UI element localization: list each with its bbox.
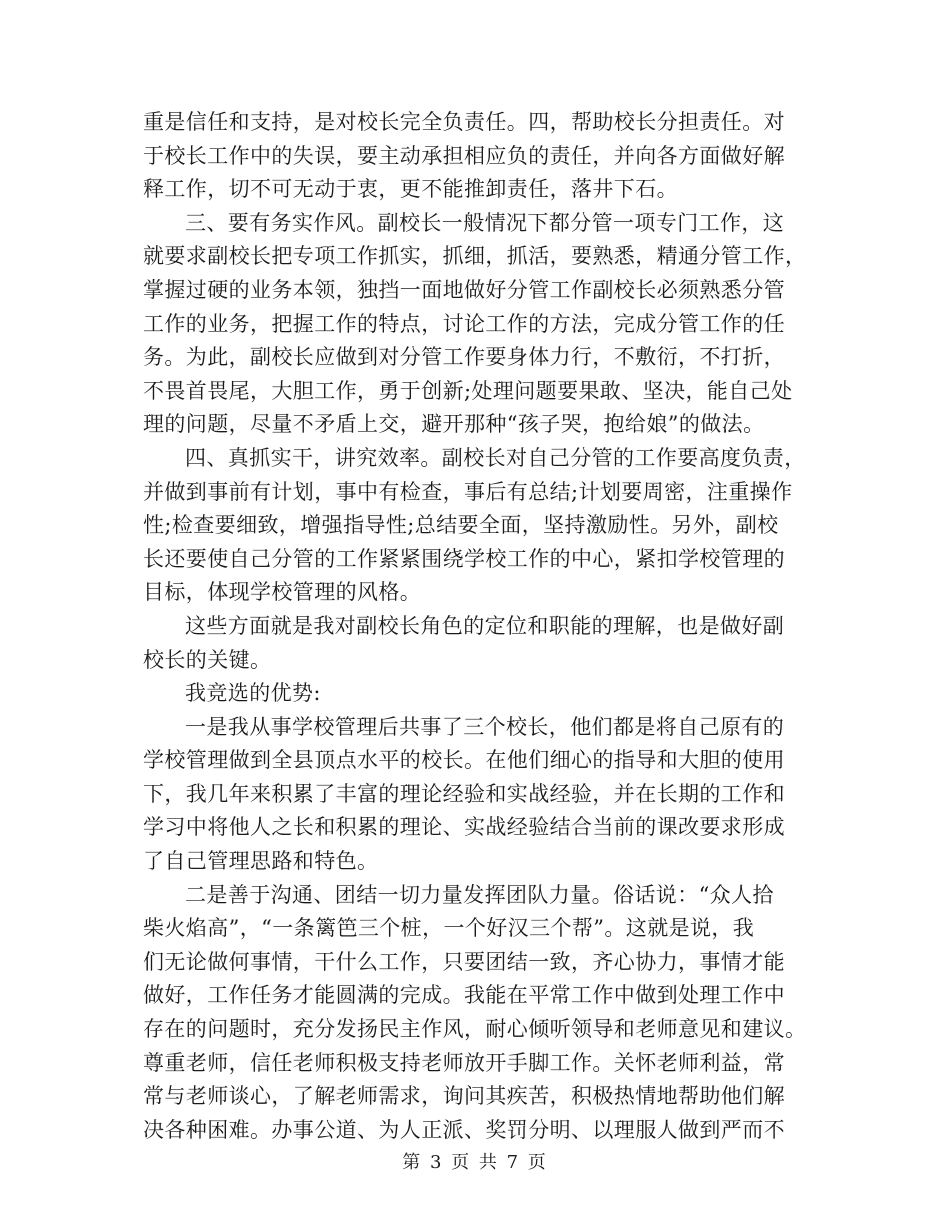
paragraph	[143, 442, 811, 610]
text-line: 重是信任和支持，是对校长完全负责任。四，帮助校长分担责任。对	[143, 110, 785, 134]
text-line: 目标，体现学校管理的风格。	[143, 580, 422, 605]
text-line: 学校管理做到全县顶点水平的校长。在他们细心的指导和大胆的使用	[143, 748, 785, 773]
text-line: 做好，工作任务才能圆满的完成。我能在平常工作中做到处理工作中	[143, 983, 785, 1008]
text-line: 就要求副校长把专项工作抓实，抓细，抓活，要熟悉，精通分管工作，	[143, 244, 807, 269]
text-line: 尊重老师，信任老师积极支持老师放开手脚工作。关怀老师利益，常	[143, 1050, 785, 1075]
text-line: 并做到事前有计划，事中有检查，事后有总结;计划要周密，注重操作	[143, 479, 793, 504]
text-line: 四、真抓实干，讲究效率。副校长对自己分管的工作要高度负责，	[185, 445, 806, 470]
text-line: 存在的问题时，充分发扬民主作风，耐心倾听领导和老师意见和建议。	[143, 1017, 807, 1042]
body-text	[143, 106, 811, 1147]
text-line: 性;检查要细致，增强指导性;总结要全面，坚持激励性。另外，副校	[143, 513, 779, 538]
text-line: 决各种困难。办事公道、为人正派、奖罚分明、以理服人做到严而不	[143, 1117, 785, 1142]
text-line: 三、要有务实作风。副校长一般情况下都分管一项专门工作，这	[185, 210, 785, 235]
text-line: 理的问题，尽量不矛盾上交，避开那种“孩子哭，抱给娘”的做法。	[143, 412, 765, 437]
text-line: 了自己管理思路和特色。	[143, 849, 379, 874]
text-line: 下，我几年来积累了丰富的理论经验和实战经验，并在长期的工作和	[143, 781, 785, 806]
page-footer: 第 3 页 共 7 页	[402, 1152, 548, 1173]
text-line: 们无论做何事情，干什么工作，只要团结一致，齐心协力，事情才能	[143, 949, 785, 974]
text-line: 柴火焰高”，“一条篱笆三个桩，一个好汉三个帮”。这就是说，我	[143, 916, 755, 941]
text-line: 二是善于沟通、团结一切力量发挥团队力量。俗话说：“众人拾	[185, 882, 774, 907]
text-line: 常与老师谈心，了解老师需求，询问其疾苦，积极热情地帮助他们解	[143, 1084, 785, 1109]
paragraph	[143, 106, 811, 207]
text-line: 学习中将他人之长和积累的理论、实战经验结合当前的课改要求形成	[143, 815, 785, 840]
text-line: 于校长工作中的失误，要主动承担相应负的责任，并向各方面做好解	[143, 143, 785, 168]
paragraph	[143, 677, 811, 711]
text-line: 我竞选的优势:	[185, 681, 321, 706]
text-line: 长还要使自己分管的工作紧紧围绕学校工作的中心，紧扣学校管理的	[143, 546, 785, 571]
text-line: 校长的关键。	[143, 647, 272, 672]
text-line: 不畏首畏尾，大胆工作，勇于创新;处理问题要果敢、坚决，能自己处	[143, 378, 793, 403]
paragraph	[143, 207, 811, 442]
paragraph	[143, 610, 811, 677]
text-line: 释工作，切不可无动于衷，更不能推卸责任，落井下石。	[143, 177, 678, 202]
paragraph	[143, 879, 811, 1148]
text-line: 掌握过硬的业务本领，独挡一面地做好分管工作副校长必须熟悉分管	[143, 277, 785, 302]
text-line: 这些方面就是我对副校长角色的定位和职能的理解，也是做好副	[185, 613, 785, 638]
text-line: 工作的业务，把握工作的特点，讨论工作的方法，完成分管工作的任	[143, 311, 785, 336]
paragraph	[143, 711, 811, 879]
text-line: 务。为此，副校长应做到对分管工作要身体力行，不敷衍，不打折，	[143, 345, 785, 370]
text-line: 一是我从事学校管理后共事了三个校长，他们都是将自己原有的	[185, 714, 785, 739]
